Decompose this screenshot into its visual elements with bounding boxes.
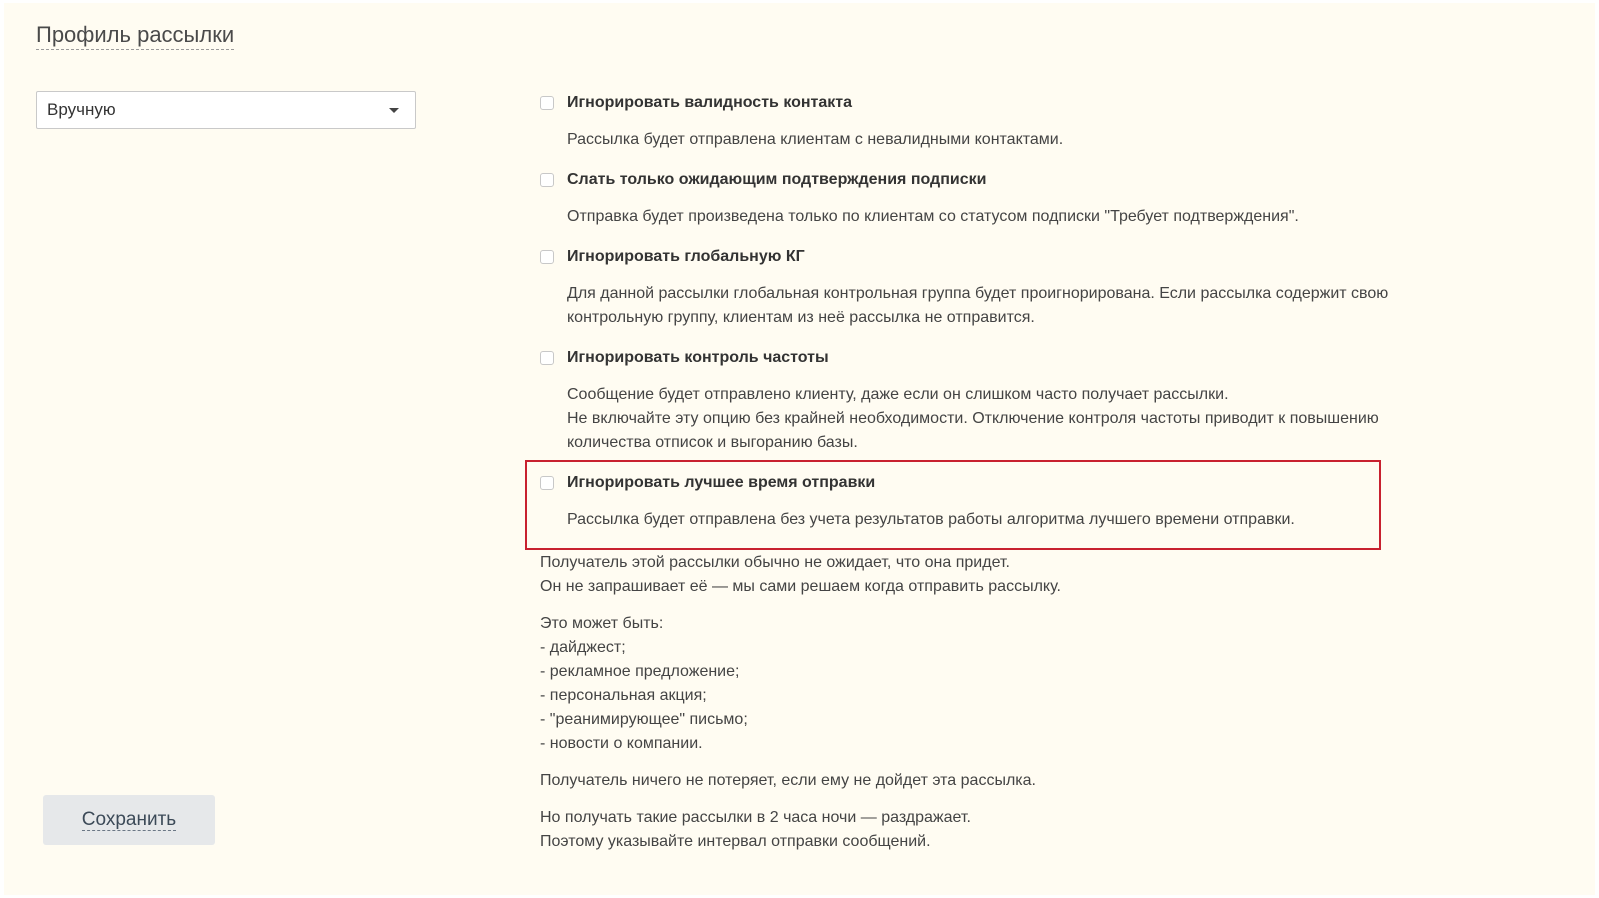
option-ignore-validity [540, 92, 1500, 152]
info-line: Это может быть: [540, 615, 664, 632]
info-paragraph [540, 612, 1440, 756]
info-text [540, 551, 1440, 867]
info-line: Получатель этой рассылки обычно не ожидает, что она придет. [540, 554, 1010, 571]
option-ignore-frequency-control [540, 347, 1500, 455]
option-label: Игнорировать валидность контакта [567, 94, 853, 111]
option-description [567, 383, 1500, 455]
info-paragraph [540, 551, 1440, 599]
ignore-best-send-time-checkbox[interactable] [540, 476, 554, 490]
only-pending-subscription-checkbox[interactable] [540, 173, 554, 187]
options-list [540, 90, 1500, 455]
info-line: Поэтому указывайте интервал отправки сообщений. [540, 833, 931, 850]
option-description-line: Не включайте эту опцию без крайней необходимости. Отключение контроля частоты приводит к повышению [567, 410, 1379, 427]
option-description [567, 508, 1397, 532]
profile-select[interactable] [36, 91, 416, 129]
profile-select-value: Вручную [47, 100, 116, 119]
option-description-line: контрольную группу, клиентам из неё рассылка не отправится. [567, 309, 1035, 326]
info-line: - новости о компании. [540, 735, 703, 752]
info-line: - персональная акция; [540, 687, 707, 704]
option-description-line: Рассылка будет отправлена клиентам с невалидными контактами. [567, 131, 1064, 148]
option-description-line: количества отписок и выгоранию базы. [567, 434, 858, 451]
info-line: Но получать такие рассылки в 2 часа ночи — раздражает. [540, 809, 971, 826]
info-line: - "реанимирующее" письмо; [540, 711, 748, 728]
info-line: Получатель ничего не потеряет, если ему не дойдет эта рассылка. [540, 772, 1036, 789]
ignore-global-cg-checkbox[interactable] [540, 250, 554, 264]
profile-title[interactable]: Профиль рассылки [36, 22, 234, 50]
option-label: Слать только ожидающим подтверждения подписки [567, 171, 987, 188]
option-only-pending-subscription [540, 169, 1500, 229]
ignore-validity-checkbox[interactable] [540, 96, 554, 110]
option-description-line: Для данной рассылки глобальная контрольная группа будет проигнорирована. Если рассылка содержит свою [567, 285, 1389, 302]
option-label: Игнорировать лучшее время отправки [567, 474, 876, 491]
option-description-line: Сообщение будет отправлено клиенту, даже если он слишком часто получает рассылки. [567, 386, 1229, 403]
option-ignore-global-cg [540, 246, 1500, 330]
option-label: Игнорировать глобальную КГ [567, 248, 805, 265]
info-line: - дайджест; [540, 639, 626, 656]
option-description-line: Отправка будет произведена только по клиентам со статусом подписки "Требует подтверждения". [567, 208, 1299, 225]
info-paragraph [540, 769, 1440, 793]
info-paragraph [540, 806, 1440, 854]
chevron-down-icon [389, 108, 399, 113]
option-description-line: Рассылка будет отправлена без учета результатов работы алгоритма лучшего времени отправки. [567, 511, 1295, 528]
option-label: Игнорировать контроль частоты [567, 349, 829, 366]
option-description [567, 205, 1500, 229]
option-ignore-best-send-time [540, 472, 1397, 532]
save-button[interactable] [43, 795, 215, 845]
ignore-frequency-control-checkbox[interactable] [540, 351, 554, 365]
info-line: Он не запрашивает её — мы сами решаем когда отправить рассылку. [540, 578, 1061, 595]
save-button-label: Сохранить [81, 809, 177, 830]
option-description [567, 282, 1500, 330]
option-description [567, 128, 1500, 152]
info-line: - рекламное предложение; [540, 663, 740, 680]
